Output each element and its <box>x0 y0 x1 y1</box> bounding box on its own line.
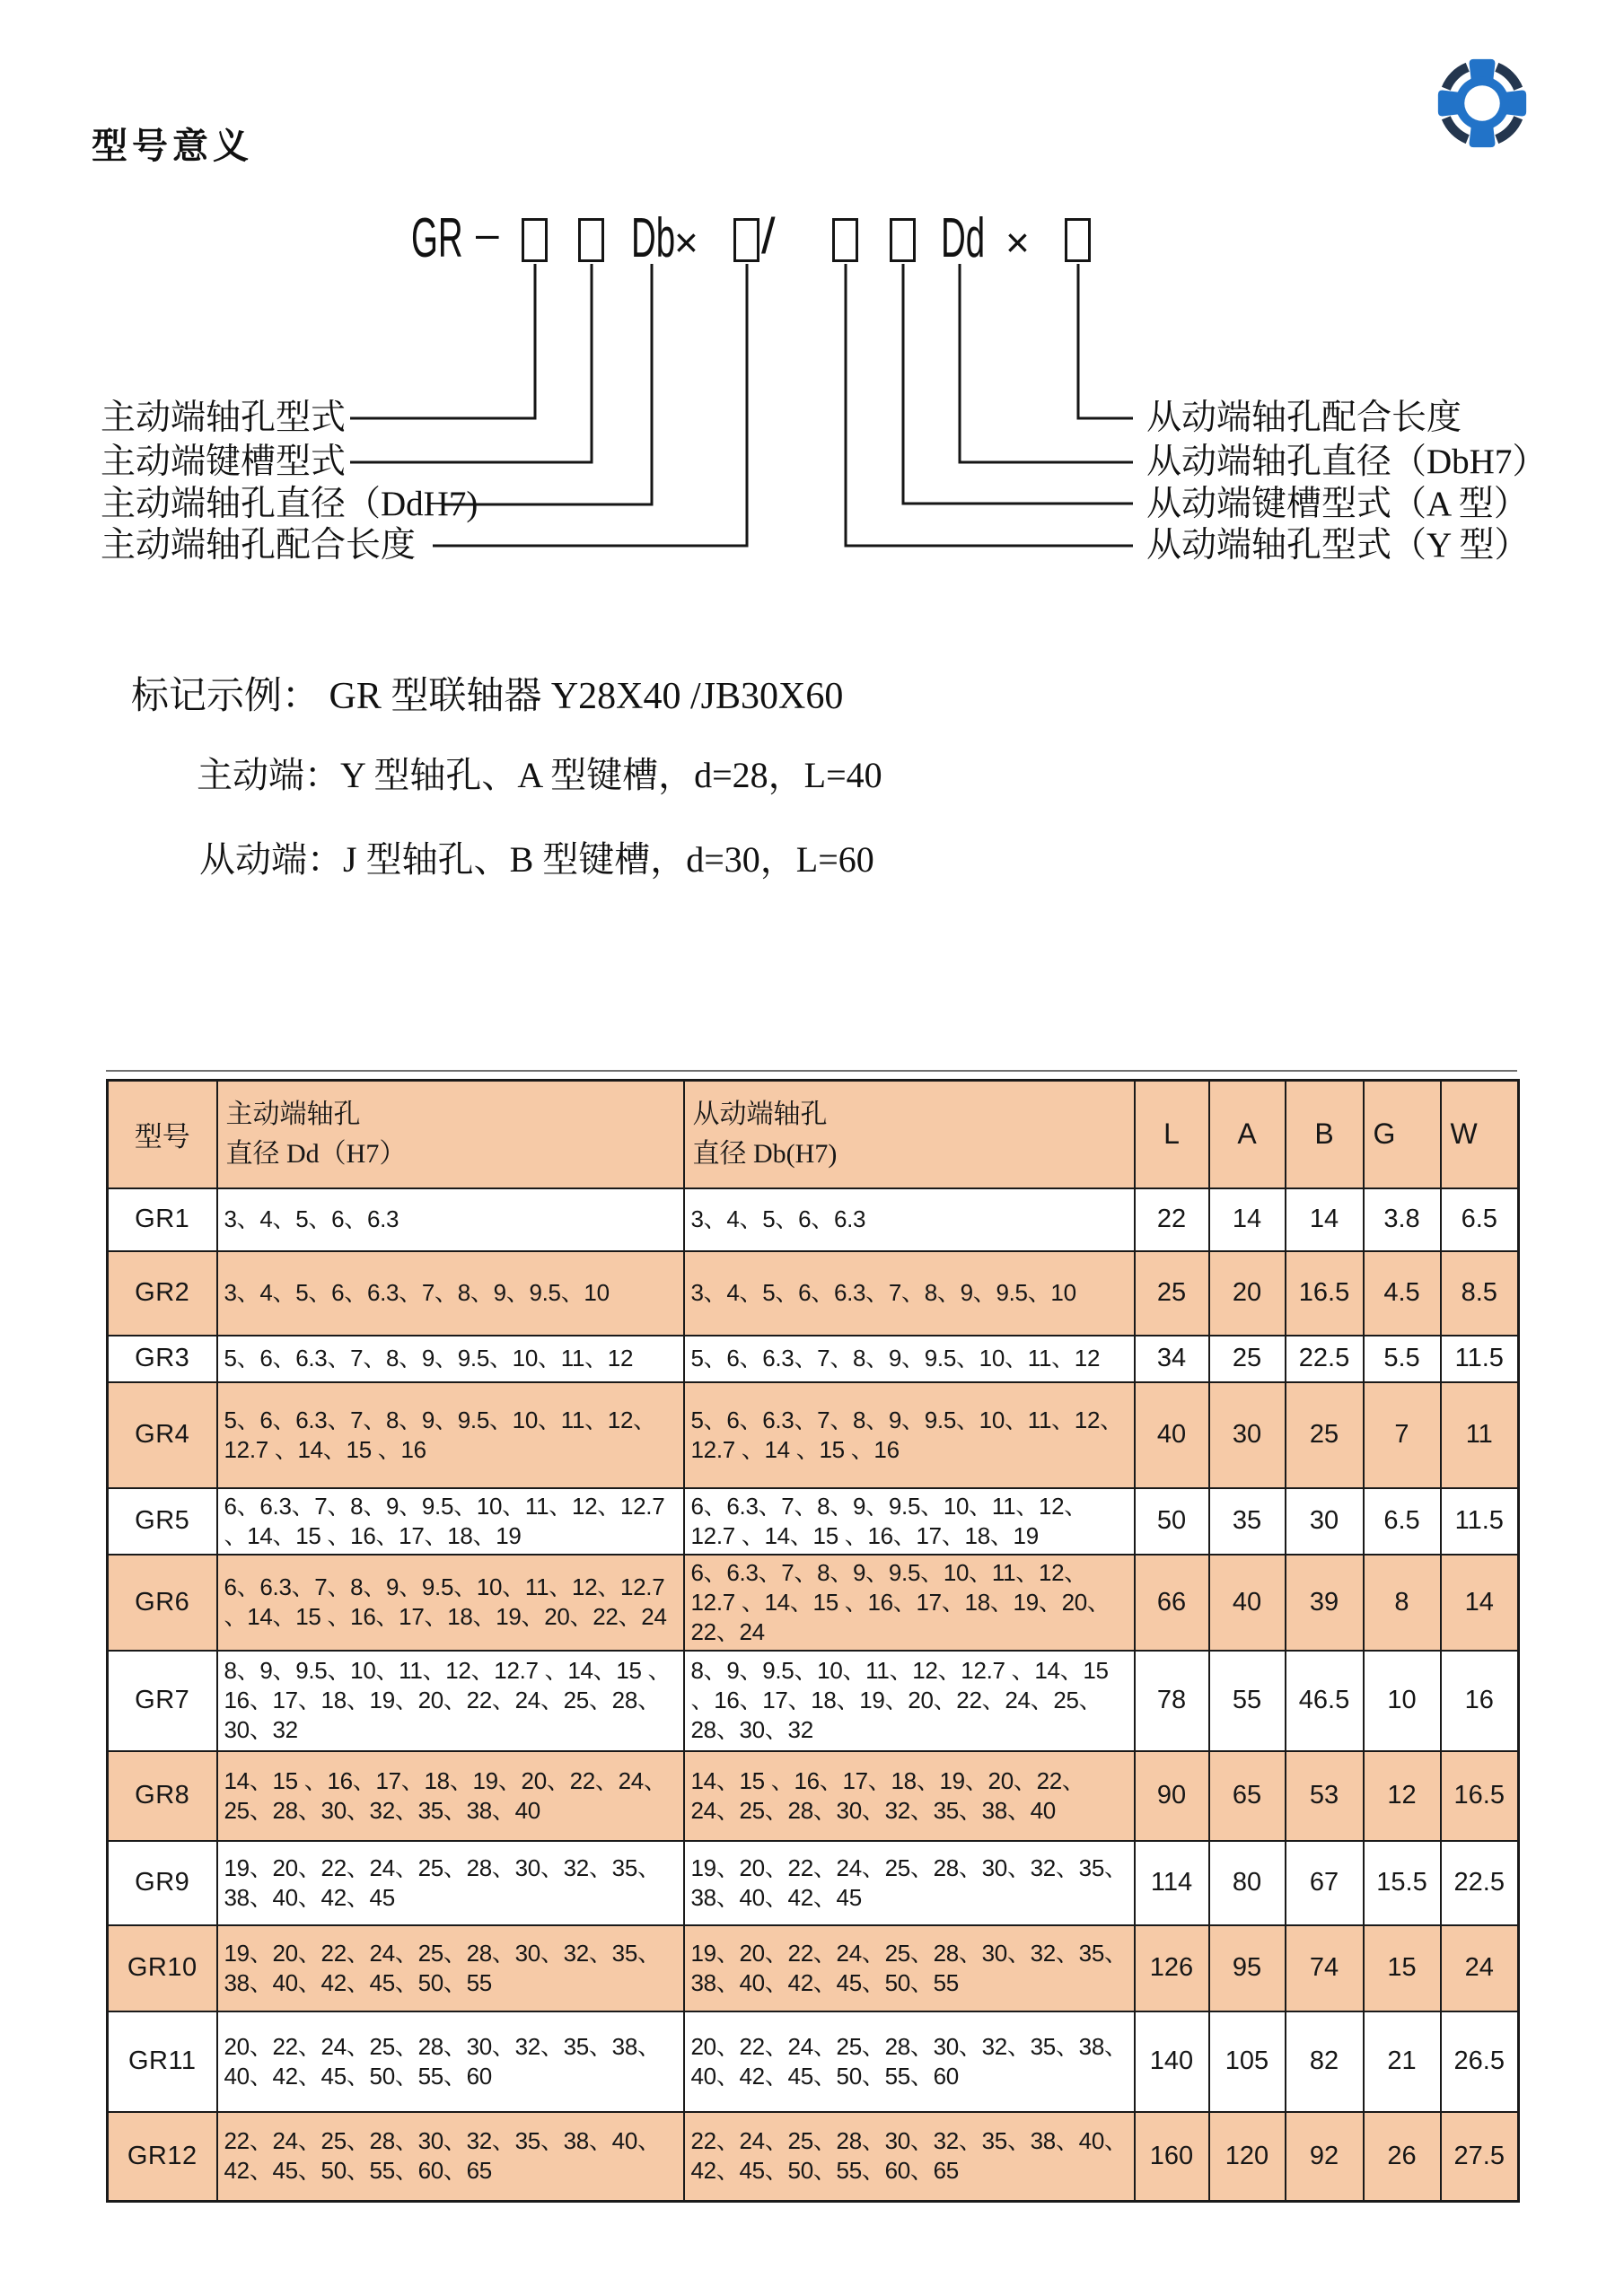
connector-right-2 <box>903 264 1133 504</box>
A-cell: 40 <box>1209 1555 1286 1651</box>
diagram-label-active-bore-type: 主动端轴孔型式 <box>101 399 347 437</box>
model-cell: GR10 <box>108 1925 217 2011</box>
G-cell: 12 <box>1364 1751 1441 1841</box>
table-row <box>108 1382 1519 1488</box>
B-cell: 74 <box>1286 1925 1364 2011</box>
B-cell: 82 <box>1286 2011 1364 2112</box>
W-cell: 14 <box>1441 1555 1519 1651</box>
W-cell: 11.5 <box>1441 1488 1519 1555</box>
diagram-label-driven-bore-diameter: 从动端轴孔直径（DbH7） <box>1146 443 1548 481</box>
L-cell: 22 <box>1135 1188 1209 1251</box>
driven-bore-cell: 14、15 、16、17、18、19、20、22、24、25、28、30、32、35、38、40 <box>684 1751 1135 1841</box>
G-cell: 8 <box>1364 1555 1441 1651</box>
table-row <box>108 1188 1519 1251</box>
table-row <box>108 1651 1519 1751</box>
driven-bore-cell: 8、9、9.5、10、11、12、12.7 、14、15 、16、17、18、19、20、22、24、25、28、30、32 <box>684 1651 1135 1751</box>
L-cell: 140 <box>1135 2011 1209 2112</box>
formula-slash: / <box>761 207 776 264</box>
active-bore-cell: 6、6.3、7、8、9、9.5、10、11、12、12.7 、14、15 、16、17、18、19、20、22、24 <box>217 1555 684 1651</box>
active-bore-cell: 22、24、25、28、30、32、35、38、40、42、45、50、55、60、65 <box>217 2112 684 2202</box>
A-cell: 14 <box>1209 1188 1286 1251</box>
header-B: B <box>1286 1081 1364 1188</box>
table-top-rule <box>106 1070 1517 1072</box>
company-logo <box>1435 56 1530 155</box>
driven-bore-cell: 3、4、5、6、6.3 <box>684 1188 1135 1251</box>
coupling-logo-icon <box>1435 56 1530 151</box>
G-cell: 7 <box>1364 1382 1441 1488</box>
driven-bore-cell: 5、6、6.3、7、8、9、9.5、10、11、12、12.7 、14 、15 、16 <box>684 1382 1135 1488</box>
header-model: 型号 <box>108 1081 217 1188</box>
L-cell: 40 <box>1135 1382 1209 1488</box>
B-cell: 14 <box>1286 1188 1364 1251</box>
A-cell: 55 <box>1209 1651 1286 1751</box>
A-cell: 20 <box>1209 1251 1286 1336</box>
table-row <box>108 2112 1519 2202</box>
example-line-1: 标记示例： GR 型联轴器 Y28X40 /JB30X60 <box>131 676 844 717</box>
example-line-3: 从动端：J 型轴孔、B 型键槽，d=30，L=60 <box>199 839 874 880</box>
G-cell: 26 <box>1364 2112 1441 2202</box>
active-bore-cell: 8、9、9.5、10、11、12、12.7 、14、15 、16、17、18、19、20、22、24、25、28、30、32 <box>217 1651 684 1751</box>
W-cell: 22.5 <box>1441 1841 1519 1925</box>
L-cell: 66 <box>1135 1555 1209 1651</box>
header-L: L <box>1135 1081 1209 1188</box>
A-cell: 65 <box>1209 1751 1286 1841</box>
model-cell: GR5 <box>108 1488 217 1555</box>
active-bore-cell: 14、15 、16、17、18、19、20、22、24、25、28、30、32、35、38、40 <box>217 1751 684 1841</box>
active-bore-cell: 3、4、5、6、6.3 <box>217 1188 684 1251</box>
W-cell: 16 <box>1441 1651 1519 1751</box>
active-bore-cell: 3、4、5、6、6.3、7、8、9、9.5、10 <box>217 1251 684 1336</box>
W-cell: 11 <box>1441 1382 1519 1488</box>
diagram-label-driven-fit-length: 从动端轴孔配合长度 <box>1146 399 1462 437</box>
B-cell: 46.5 <box>1286 1651 1364 1751</box>
model-cell: GR12 <box>108 2112 217 2202</box>
W-cell: 27.5 <box>1441 2112 1519 2202</box>
header-active-bore-line1: 主动端轴孔 <box>225 1099 361 1129</box>
header-active-bore-line2: 直径 Dd（H7） <box>225 1138 407 1169</box>
G-cell: 15 <box>1364 1925 1441 2011</box>
formula-box-2 <box>578 218 604 262</box>
formula-prefix: GR <box>411 207 463 269</box>
driven-bore-cell: 6、6.3、7、8、9、9.5、10、11、12、12.7 、14、15 、16、17、18、19、20、22、24 <box>684 1555 1135 1651</box>
diagram-label-active-bore-diameter: 主动端轴孔直径（DdH7) <box>101 485 478 523</box>
header-W: W <box>1441 1081 1519 1188</box>
W-cell: 26.5 <box>1441 2011 1519 2112</box>
page-title: 型号意义 <box>92 126 253 166</box>
driven-bore-cell: 3、4、5、6、6.3、7、8、9、9.5、10 <box>684 1251 1135 1336</box>
header-driven-bore <box>684 1081 1135 1188</box>
table-row <box>108 1751 1519 1841</box>
model-cell: GR2 <box>108 1251 217 1336</box>
driven-bore-cell: 19、20、22、24、25、28、30、32、35、38、40、42、45 <box>684 1841 1135 1925</box>
L-cell: 114 <box>1135 1841 1209 1925</box>
active-bore-cell: 5、6、6.3、7、8、9、9.5、10、11、12 <box>217 1336 684 1382</box>
B-cell: 67 <box>1286 1841 1364 1925</box>
connector-right-3 <box>960 264 1133 462</box>
A-cell: 120 <box>1209 2112 1286 2202</box>
formula-dash: – <box>476 210 499 257</box>
formula-db: Db <box>631 207 676 269</box>
connector-right-1 <box>846 264 1133 546</box>
table-row <box>108 1925 1519 2011</box>
B-cell: 39 <box>1286 1555 1364 1651</box>
table-row <box>108 1336 1519 1382</box>
W-cell: 6.5 <box>1441 1188 1519 1251</box>
table-row <box>108 1841 1519 1925</box>
formula-box-6 <box>1065 218 1091 262</box>
model-cell: GR8 <box>108 1751 217 1841</box>
model-cell: GR3 <box>108 1336 217 1382</box>
formula-box-3 <box>733 218 759 262</box>
connector-left-3 <box>442 264 652 504</box>
driven-bore-cell: 6、6.3、7、8、9、9.5、10、11、12、12.7 、14、15 、16、17、18、19 <box>684 1488 1135 1555</box>
B-cell: 53 <box>1286 1751 1364 1841</box>
G-cell: 6.5 <box>1364 1488 1441 1555</box>
W-cell: 8.5 <box>1441 1251 1519 1336</box>
table-row <box>108 1555 1519 1651</box>
A-cell: 35 <box>1209 1488 1286 1555</box>
model-cell: GR1 <box>108 1188 217 1251</box>
diagram-label-driven-bore-type: 从动端轴孔型式（Y 型） <box>1146 526 1530 565</box>
B-cell: 92 <box>1286 2112 1364 2202</box>
table-header-row <box>108 1081 1519 1188</box>
A-cell: 80 <box>1209 1841 1286 1925</box>
G-cell: 4.5 <box>1364 1251 1441 1336</box>
model-cell: GR4 <box>108 1382 217 1488</box>
diagram-label-driven-keyway-type: 从动端键槽型式（A 型） <box>1146 485 1529 523</box>
table-row <box>108 1251 1519 1336</box>
W-cell: 16.5 <box>1441 1751 1519 1841</box>
active-bore-cell: 6、6.3、7、8、9、9.5、10、11、12、12.7 、14、15 、16、17、18、19 <box>217 1488 684 1555</box>
table-row <box>108 2011 1519 2112</box>
L-cell: 160 <box>1135 2112 1209 2202</box>
connector-left-2 <box>350 264 592 462</box>
L-cell: 90 <box>1135 1751 1209 1841</box>
G-cell: 15.5 <box>1364 1841 1441 1925</box>
B-cell: 25 <box>1286 1382 1364 1488</box>
B-cell: 16.5 <box>1286 1251 1364 1336</box>
active-bore-cell: 5、6、6.3、7、8、9、9.5、10、11、12、12.7 、14、15 、16 <box>217 1382 684 1488</box>
B-cell: 30 <box>1286 1488 1364 1555</box>
B-cell: 22.5 <box>1286 1336 1364 1382</box>
L-cell: 78 <box>1135 1651 1209 1751</box>
formula-box-5 <box>890 218 916 262</box>
driven-bore-cell: 22、24、25、28、30、32、35、38、40、42、45、50、55、60、65 <box>684 2112 1135 2202</box>
W-cell: 11.5 <box>1441 1336 1519 1382</box>
formula-dd: Dd <box>941 207 986 269</box>
header-driven-bore-line1: 从动端轴孔 <box>692 1099 828 1129</box>
L-cell: 126 <box>1135 1925 1209 2011</box>
active-bore-cell: 19、20、22、24、25、28、30、32、35、38、40、42、45 <box>217 1841 684 1925</box>
header-active-bore <box>217 1081 684 1188</box>
W-cell: 24 <box>1441 1925 1519 2011</box>
header-driven-bore-line2: 直径 Db(H7) <box>692 1138 838 1169</box>
driven-bore-cell: 5、6、6.3、7、8、9、9.5、10、11、12 <box>684 1336 1135 1382</box>
example-line-2: 主动端：Y 型轴孔、A 型键槽，d=28，L=40 <box>197 755 882 795</box>
connector-left-4 <box>433 264 747 546</box>
formula-times-2: × <box>1005 219 1030 266</box>
L-cell: 25 <box>1135 1251 1209 1336</box>
formula-box-1 <box>522 218 548 262</box>
diagram-label-active-keyway-type: 主动端键槽型式 <box>101 443 347 481</box>
A-cell: 95 <box>1209 1925 1286 2011</box>
model-cell: GR11 <box>108 2011 217 2112</box>
A-cell: 30 <box>1209 1382 1286 1488</box>
A-cell: 25 <box>1209 1336 1286 1382</box>
active-bore-cell: 20、22、24、25、28、30、32、35、38、40、42、45、50、55、60 <box>217 2011 684 2112</box>
diagram-label-active-fit-length: 主动端轴孔配合长度 <box>101 526 417 565</box>
model-cell: GR6 <box>108 1555 217 1651</box>
G-cell: 21 <box>1364 2011 1441 2112</box>
driven-bore-cell: 19、20、22、24、25、28、30、32、35、38、40、42、45、50、55 <box>684 1925 1135 2011</box>
G-cell: 10 <box>1364 1651 1441 1751</box>
L-cell: 50 <box>1135 1488 1209 1555</box>
formula-box-4 <box>832 218 858 262</box>
spec-table <box>106 1079 1520 2203</box>
G-cell: 3.8 <box>1364 1188 1441 1251</box>
driven-bore-cell: 20、22、24、25、28、30、32、35、38、40、42、45、50、55、60 <box>684 2011 1135 2112</box>
connector-left-1 <box>350 264 535 418</box>
table-row <box>108 1488 1519 1555</box>
header-A: A <box>1209 1081 1286 1188</box>
header-G: G <box>1364 1081 1441 1188</box>
active-bore-cell: 19、20、22、24、25、28、30、32、35、38、40、42、45、50、55 <box>217 1925 684 2011</box>
formula-times-1: × <box>674 219 698 266</box>
A-cell: 105 <box>1209 2011 1286 2112</box>
L-cell: 34 <box>1135 1336 1209 1382</box>
G-cell: 5.5 <box>1364 1336 1441 1382</box>
model-cell: GR7 <box>108 1651 217 1751</box>
model-cell: GR9 <box>108 1841 217 1925</box>
connector-right-4 <box>1078 264 1133 418</box>
